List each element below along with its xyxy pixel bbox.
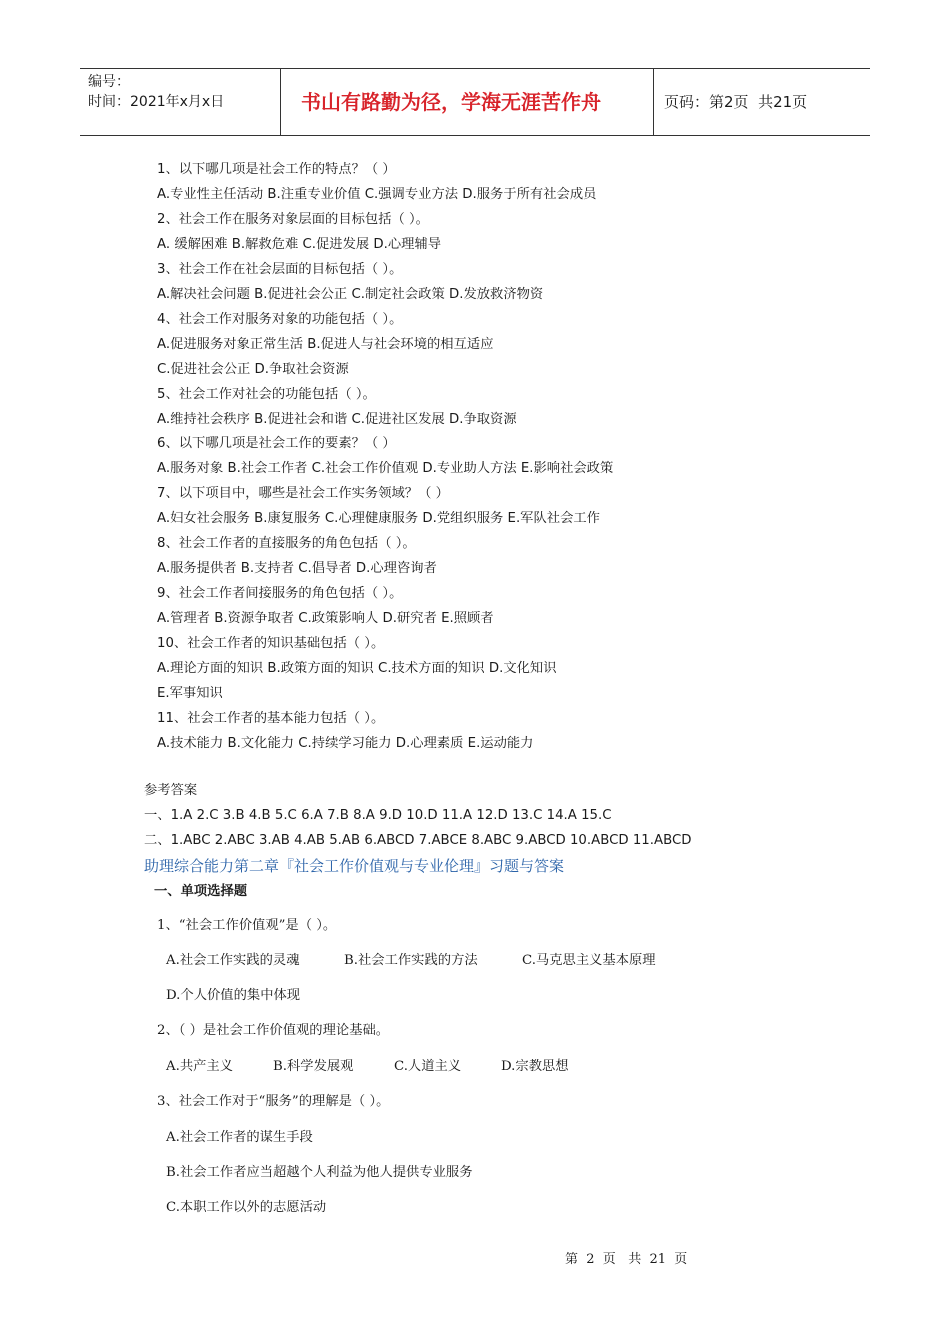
option: C.人道主义 (394, 1059, 462, 1074)
chapter-title: 助理综合能力第二章『社会工作价值观与专业伦理』习题与答案 (144, 857, 565, 875)
option: A.社会工作实践的灵魂 (166, 953, 300, 968)
list-item: 10、社会工作者的知识基础包括（ ）。 (157, 636, 385, 651)
answer-line: 二、1.ABC 2.ABC 3.AB 4.AB 5.AB 6.ABCD 7.ABCE 8.ABC 9.ABCD 10.ABCD 11.ABCD (144, 833, 692, 848)
answer-title: 参考答案 (144, 783, 198, 798)
header-motto: 书山有路勤为径，学海无涯苦作舟 (281, 69, 654, 135)
option-row (166, 1058, 569, 1076)
header-page (654, 69, 870, 135)
option: D.个人价值的集中体现 (166, 988, 301, 1003)
list-item: 5、社会工作对社会的功能包括（ ）。 (157, 387, 376, 402)
list-item: A.促进服务对象正常生活 B.促进人与社会环境的相互适应 (157, 337, 494, 352)
list-item: A.维持社会秩序 B.促进社会和谐 C.促进社区发展 D.争取资源 (157, 412, 517, 427)
page-footer: 第 2 页 共 21 页 (565, 1252, 688, 1267)
list-item: A.服务提供者 B.支持者 C.倡导者 D.心理咨询者 (157, 561, 437, 576)
list-item: C.促进社会公正 D.争取社会资源 (157, 362, 349, 377)
page-header (80, 68, 870, 136)
option: B.社会工作实践的方法 (344, 953, 478, 968)
number-label: 编号： (88, 74, 130, 90)
page-label: 页码：第2页 共21页 (664, 93, 808, 111)
question-text: 3、社会工作对于“服务”的理解是（ ）。 (157, 1094, 390, 1109)
list-item: A.技术能力 B.文化能力 C.持续学习能力 D.心理素质 E.运动能力 (157, 736, 534, 751)
list-item: A. 缓解困难 B.解救危难 C.促进发展 D.心理辅导 (157, 237, 442, 252)
option: C.马克思主义基本原理 (522, 953, 656, 968)
list-item: 9、社会工作者间接服务的角色包括（ ）。 (157, 586, 403, 601)
header-meta (80, 69, 281, 135)
list-item: A.管理者 B.资源争取者 C.政策影响人 D.研究者 E.照顾者 (157, 611, 494, 626)
option: C.本职工作以外的志愿活动 (166, 1200, 327, 1215)
list-item: A.服务对象 B.社会工作者 C.社会工作价值观 D.专业助人方法 E.影响社会政策 (157, 461, 614, 476)
option: A.共产主义 (166, 1059, 234, 1074)
question-text: 2、（ ）是社会工作价值观的理论基础。 (157, 1023, 390, 1038)
list-item: A.妇女社会服务 B.康复服务 C.心理健康服务 D.党组织服务 E.军队社会工作 (157, 511, 600, 526)
option-row (166, 952, 656, 970)
list-item: 2、社会工作在服务对象层面的目标包括（ ）。 (157, 212, 429, 227)
question-text: 1、“社会工作价值观”是（ ）。 (157, 918, 337, 933)
list-item: 7、以下项目中，哪些是社会工作实务领域？（ ） (157, 486, 449, 501)
list-item: 11、社会工作者的基本能力包括（ ）。 (157, 711, 385, 726)
list-item: E.军事知识 (157, 686, 223, 701)
option: A.社会工作者的谋生手段 (166, 1130, 313, 1145)
list-item: 1、以下哪几项是社会工作的特点？（ ） (157, 162, 396, 177)
option: B.社会工作者应当超越个人利益为他人提供专业服务 (166, 1165, 473, 1180)
list-item: A.理论方面的知识 B.政策方面的知识 C.技术方面的知识 D.文化知识 (157, 661, 557, 676)
list-item: A.专业性主任活动 B.注重专业价值 C.强调专业方法 D.服务于所有社会成员 (157, 187, 597, 202)
list-item: 6、以下哪几项是社会工作的要素？（ ） (157, 436, 396, 451)
option: B.科学发展观 (273, 1059, 354, 1074)
time-label: 时间：2021年x月x日 (88, 94, 225, 110)
option: D.宗教思想 (501, 1059, 569, 1074)
list-item: 3、社会工作在社会层面的目标包括（ ）。 (157, 262, 403, 277)
list-item: 8、社会工作者的直接服务的角色包括（ ）。 (157, 536, 416, 551)
list-item: A.解决社会问题 B.促进社会公正 C.制定社会政策 D.发放救济物资 (157, 287, 544, 302)
section-heading: 一、单项选择题 (154, 884, 248, 899)
answer-line: 一、1.A 2.C 3.B 4.B 5.C 6.A 7.B 8.A 9.D 10.D 11.A 12.D 13.C 14.A 15.C (144, 808, 612, 823)
list-item: 4、社会工作对服务对象的功能包括（ ）。 (157, 312, 403, 327)
